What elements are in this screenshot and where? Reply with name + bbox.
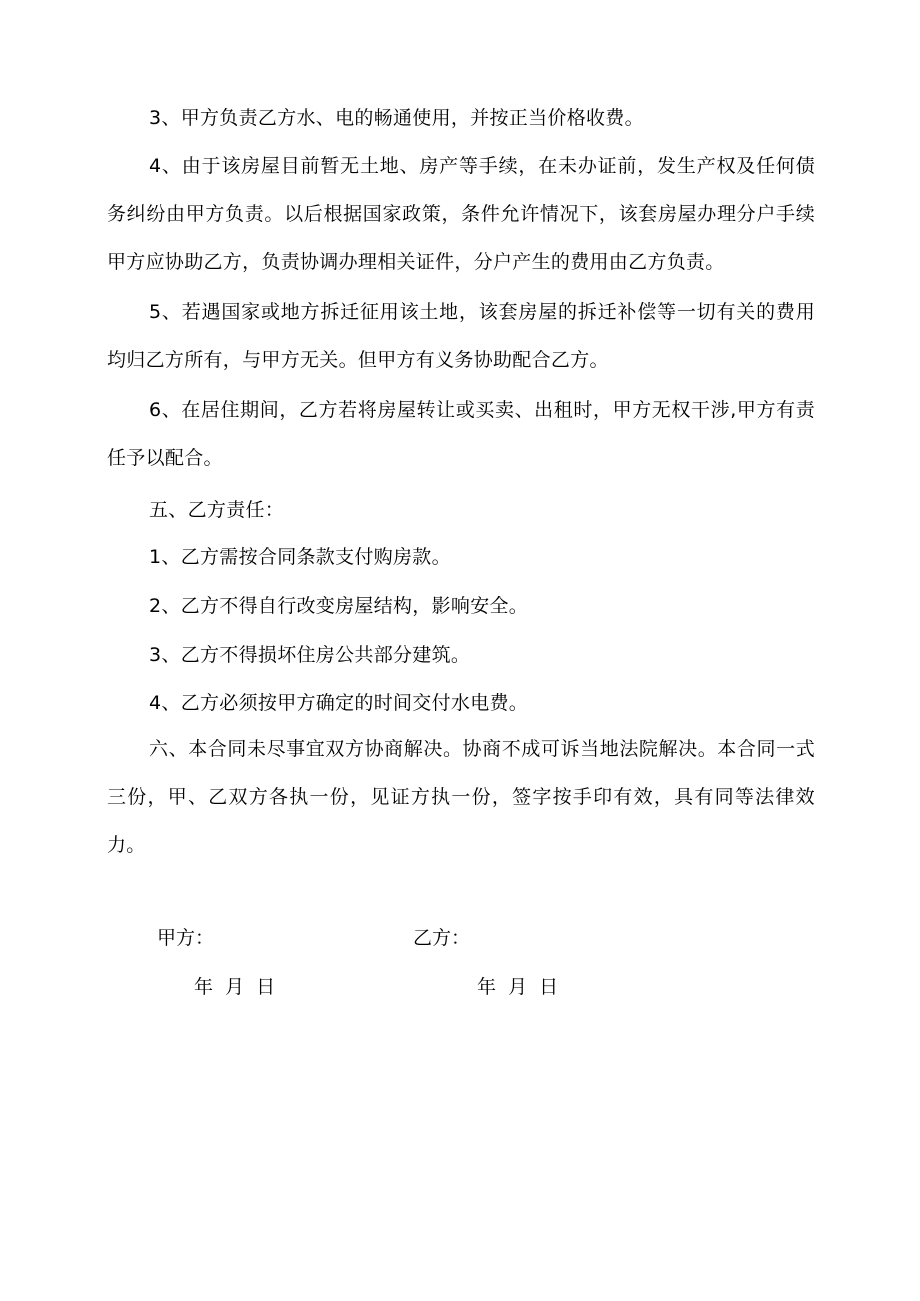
clause-b2: 2、乙方不得自行改变房屋结构，影响安全。 <box>149 595 529 617</box>
party-b-date: 年 月 日 <box>477 976 559 998</box>
clause-a3: 3、甲方负责乙方水、电的畅通使用，并按正当价格收费。 <box>149 107 644 129</box>
party-b-signature-label: 乙方： <box>413 927 471 949</box>
clause-b4: 4、乙方必须按甲方确定的时间交付水电费。 <box>149 692 529 714</box>
clause-a4: 4、由于该房屋目前暂无土地、房产等手续，在未办证前，发生产权及任何债务纠纷由甲方负责。以后根据国家政策，条件允许情况下，该套房屋办理分户手续甲方应协助乙方，负责协调办理相关证件，分户产生的费用由乙方负责。 <box>107 155 815 273</box>
party-a-date: 年 月 日 <box>194 976 276 998</box>
section-heading-party-b-duties: 五、乙方责任： <box>149 499 285 521</box>
party-a-signature-label: 甲方： <box>157 927 215 949</box>
clause-a5: 5、若遇国家或地方拆迁征用该土地，该套房屋的拆迁补偿等一切有关的费用均归乙方所有，与甲方无关。但甲方有义务协助配合乙方。 <box>107 301 815 371</box>
clause-b3: 3、乙方不得损坏住房公共部分建筑。 <box>149 644 471 666</box>
clause-a6: 6、在居住期间，乙方若将房屋转让或买卖、出租时，甲方无权干涉,甲方有责任予以配合。 <box>107 399 815 469</box>
clause-b1: 1、乙方需按合同条款支付购房款。 <box>149 546 451 568</box>
clause-closing: 六、本合同未尽事宜双方协商解决。协商不成可诉当地法院解决。本合同一式三份，甲、乙双方各执一份，见证方执一份，签字按手印有效，具有同等法律效力。 <box>107 738 815 856</box>
